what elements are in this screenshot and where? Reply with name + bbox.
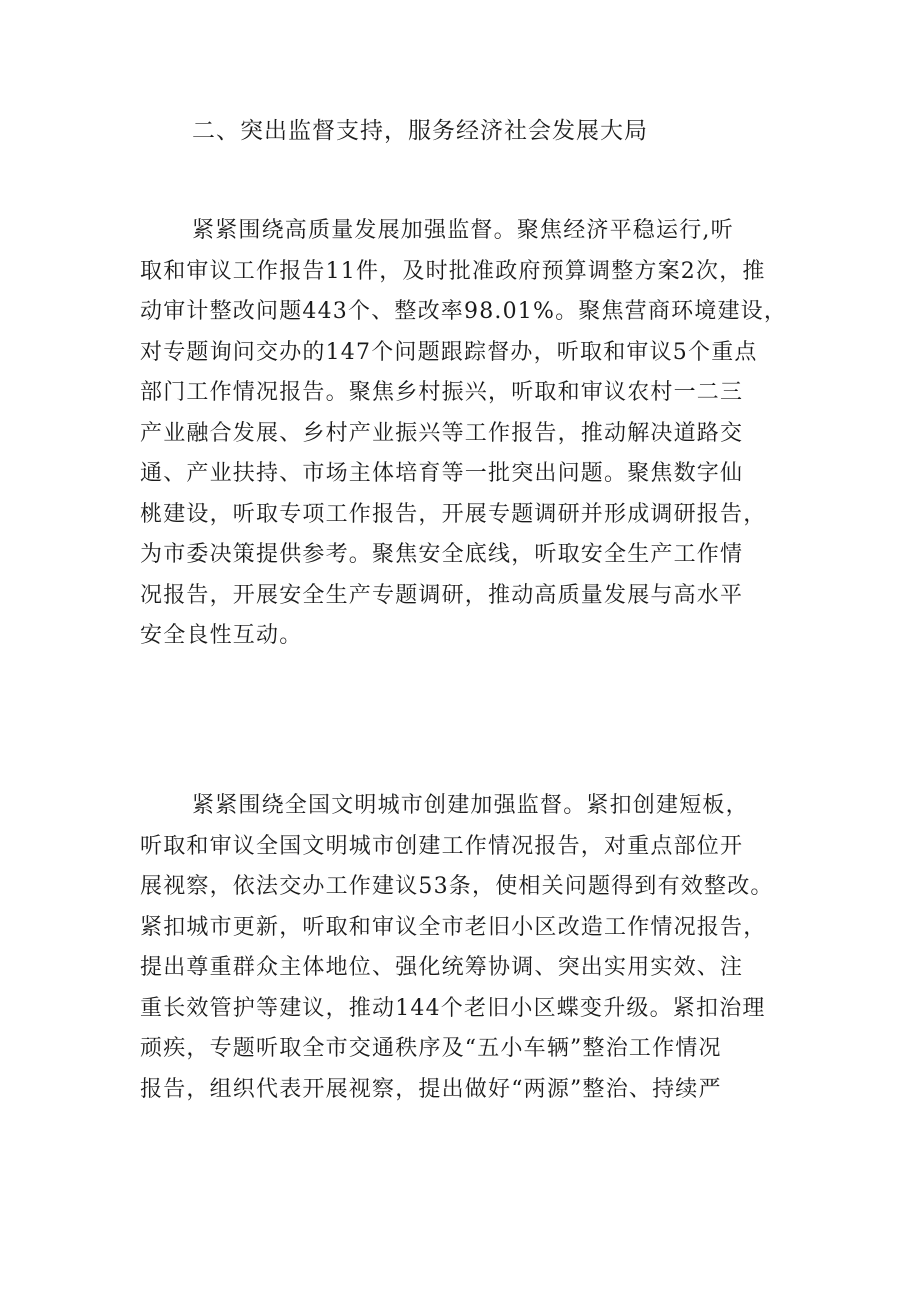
paragraph-line: 紧紧围绕全国文明城市创建加强监督。紧扣创建短板，	[192, 793, 749, 818]
paragraph-line: 通、产业扶持、市场主体培育等一批突出问题。聚焦数字仙	[140, 461, 744, 486]
paragraph-line: 产业融合发展、乡村产业振兴等工作报告，推动解决道路交	[140, 420, 744, 446]
paragraph-line: 展视察，依法交办工作建议53条，使相关问题得到有效整改。	[140, 874, 774, 899]
paragraph-line: 报告，组织代表开展视察，提出做好“两源”整治、持续严	[140, 1076, 722, 1102]
section-heading: 二、突出监督支持，服务经济社会发展大局	[192, 118, 648, 144]
paragraph-line: 取和审议工作报告11件，及时批准政府预算调整方案2次，推	[140, 258, 766, 284]
paragraph-line: 安全良性互动。	[140, 623, 303, 648]
paragraph-line: 重长效管护等建议，推动144个老旧小区蝶变升级。紧扣治理	[140, 995, 766, 1021]
paragraph-economic-development	[140, 211, 800, 657]
paragraph-line: 紧扣城市更新，听取和审议全市老旧小区改造工作情况报告，	[140, 914, 767, 940]
paragraph-line: 提出尊重群众主体地位、强化统筹协调、突出实用实效、注	[140, 955, 744, 980]
paragraph-line: 对专题询问交办的147个问题跟踪督办，听取和审议5个重点	[140, 339, 758, 365]
paragraph-line: 听取和审议全国文明城市创建工作情况报告，对重点部位开	[140, 833, 744, 859]
paragraph-civilized-city	[140, 786, 800, 1110]
paragraph-line: 桃建设，听取专项工作报告，开展专题调研并形成调研报告，	[140, 501, 767, 527]
paragraph-line: 部门工作情况报告。聚焦乡村振兴，听取和审议农村一二三	[140, 380, 744, 405]
paragraph-line: 为市委决策提供参考。聚焦安全底线，听取安全生产工作情	[140, 542, 744, 567]
paragraph-line: 况报告，开展安全生产专题调研，推动高质量发展与高水平	[140, 582, 744, 608]
paragraph-line: 动审计整改问题443个、整改率98.01%。聚焦营商环境建设，	[140, 299, 788, 324]
paragraph-line: 紧紧围绕高质量发展加强监督。聚焦经济平稳运行,听	[192, 218, 734, 243]
paragraph-line: 顽疾，专题听取全市交通秩序及“五小车辆”整治工作情况	[140, 1036, 722, 1061]
